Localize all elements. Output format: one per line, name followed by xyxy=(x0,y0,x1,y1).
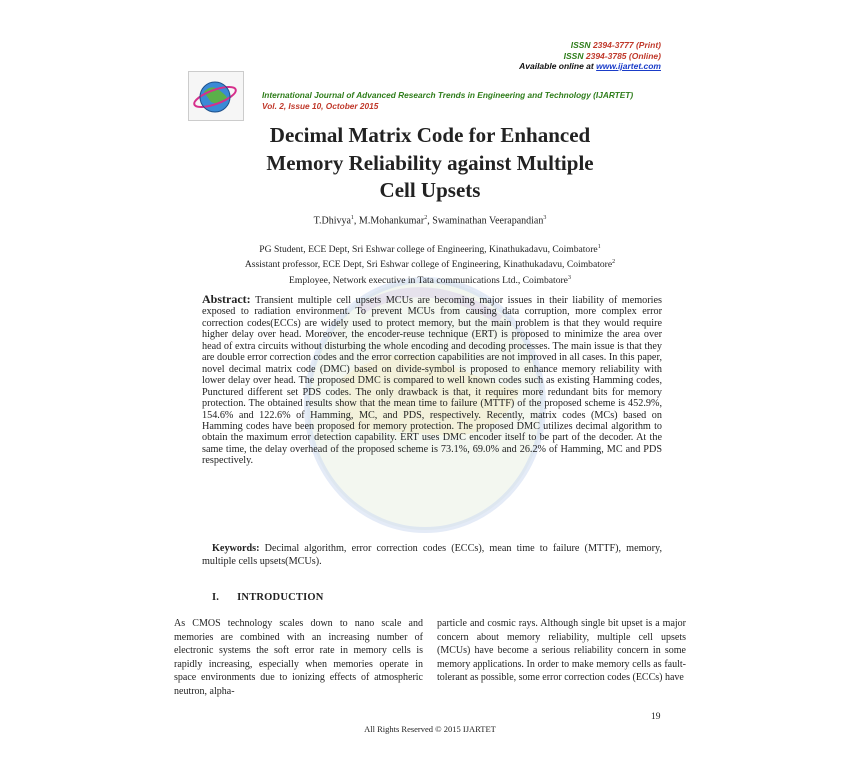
keywords-label: Keywords: xyxy=(212,543,260,554)
volume-issue: Vol. 2, Issue 10, October 2015 xyxy=(262,100,379,111)
issn-online-label: ISSN xyxy=(563,50,584,61)
issn-print-label: ISSN xyxy=(570,40,591,50)
author-sup: 3 xyxy=(543,215,547,221)
available-online-text: Available online at xyxy=(519,61,594,71)
section-number: I. xyxy=(212,592,220,603)
abstract-paragraph xyxy=(202,294,662,467)
affiliations xyxy=(180,241,680,287)
abstract-text: Transient multiple cell upsets MCUs are becoming major issues in their liability of memories exposed to radiation environment. To prevent MCUs from causing data corruption, more complex error correction codes(ECCs) are widely used to protect memory, but the main problem is that they would require higher delay over head. Moreover, the encoder-reuse technique (ERT) is proposed to minimize the area over head of extra circuits without disturbing the whole encoding and decoding processes. The main issue is that they are double error correction codes and the error correction capabilities are not improved in all cases. In this paper, novel decimal matrix code (DMC) based on divide-symbol is proposed to enhance memory reliability with lower delay over head. The proposed DMC is compared to well known codes such as existing Hamming codes, Punctured different set PDS codes. The only drawback is that, it requires more redundant bits for memory protection. The obtained results show that the mean time to failure (MTTF) of the proposed scheme is 452.9%, 154.6% and 122.6% of Hamming, MC, and PDS, respectively. Recently, matrix codes (MCs) based on Hamming codes have been proposed for memory protection. The proposed DMC utilizes decimal algorithm to obtain the maximum error detection capability. ERT uses DMC encoder itself to be part of the decoder. At the same time, the delay overhead of the proposed scheme is 73.1%, 69.0% and 26.2% of Hamming, MC and PDS respectively. xyxy=(202,295,662,467)
journal-header xyxy=(262,90,682,111)
affiliation-text: PG Student, ECE Dept, Sri Eshwar college of Engineering, Kinathukadavu, Coimbatore xyxy=(259,244,598,256)
paper-title xyxy=(180,122,680,205)
intro-column-right: particle and cosmic rays. Although single bit upset is a major concern about memory reliability, multiple cell upsets (MCUs) have become a serious reliability concern in some memory applications. In order to make memory cells as fault-tolerant as possible, some error correction codes (ECCs) have xyxy=(437,618,686,684)
page-number: 19 xyxy=(651,712,661,722)
copyright-footer: All Rights Reserved © 2015 IJARTET xyxy=(364,724,496,734)
abstract-label: Abstract: xyxy=(202,292,251,306)
section-title: INTRODUCTION xyxy=(237,592,324,603)
affiliation-sup: 2 xyxy=(612,259,616,266)
issn-print: 2394-3777 (Print) xyxy=(592,40,661,50)
keywords-text: Decimal algorithm, error correction codes (ECCs), mean time to failure (MTTF), memory, multiple cells upsets(MCUs). xyxy=(202,543,662,567)
title-line: Cell Upsets xyxy=(379,178,481,202)
journal-website-link[interactable]: www.ijartet.com xyxy=(596,61,661,71)
issn-online: 2394-3785 (Online) xyxy=(585,50,661,61)
author-name: T.Dhivya xyxy=(313,215,351,227)
title-line: Decimal Matrix Code for Enhanced xyxy=(269,123,591,147)
journal-logo-icon xyxy=(188,71,244,121)
affiliation-text: Assistant professor, ECE Dept, Sri Eshwar college of Engineering, Kinathukadavu, Coimbatore xyxy=(244,259,613,271)
affiliation-text: Employee, Network executive in Tata communications Ltd., Coimbatore xyxy=(289,274,568,286)
author-name: Swaminathan Veerapandian xyxy=(432,215,544,227)
author-sup: 2 xyxy=(424,215,428,221)
title-line: Memory Reliability against Multiple xyxy=(266,150,594,175)
author-name: M.Mohankumar xyxy=(358,215,425,227)
affiliation-sup: 1 xyxy=(597,244,601,250)
authors-line: T.Dhivya$^1$, M.Mohankumar$^2$, Swaminathan Veerapandian$^3$ xyxy=(313,215,547,227)
intro-column-left: As CMOS technology scales down to nano scale and memories are combined with an increasing number of electronic systems the soft error rate in memory cells is rapidly increasing, especially when memories operate in space environments due to ionizing effects of atmospheric neutron, alpha- xyxy=(174,618,423,697)
journal-name: International Journal of Advanced Research Trends in Engineering and Technology (IJARTET) xyxy=(262,90,634,100)
section-heading xyxy=(212,592,324,603)
affiliation-sup: 3 xyxy=(567,274,571,281)
keywords-paragraph xyxy=(202,542,662,568)
author-sup: 1 xyxy=(350,215,354,221)
issn-block xyxy=(519,40,661,72)
